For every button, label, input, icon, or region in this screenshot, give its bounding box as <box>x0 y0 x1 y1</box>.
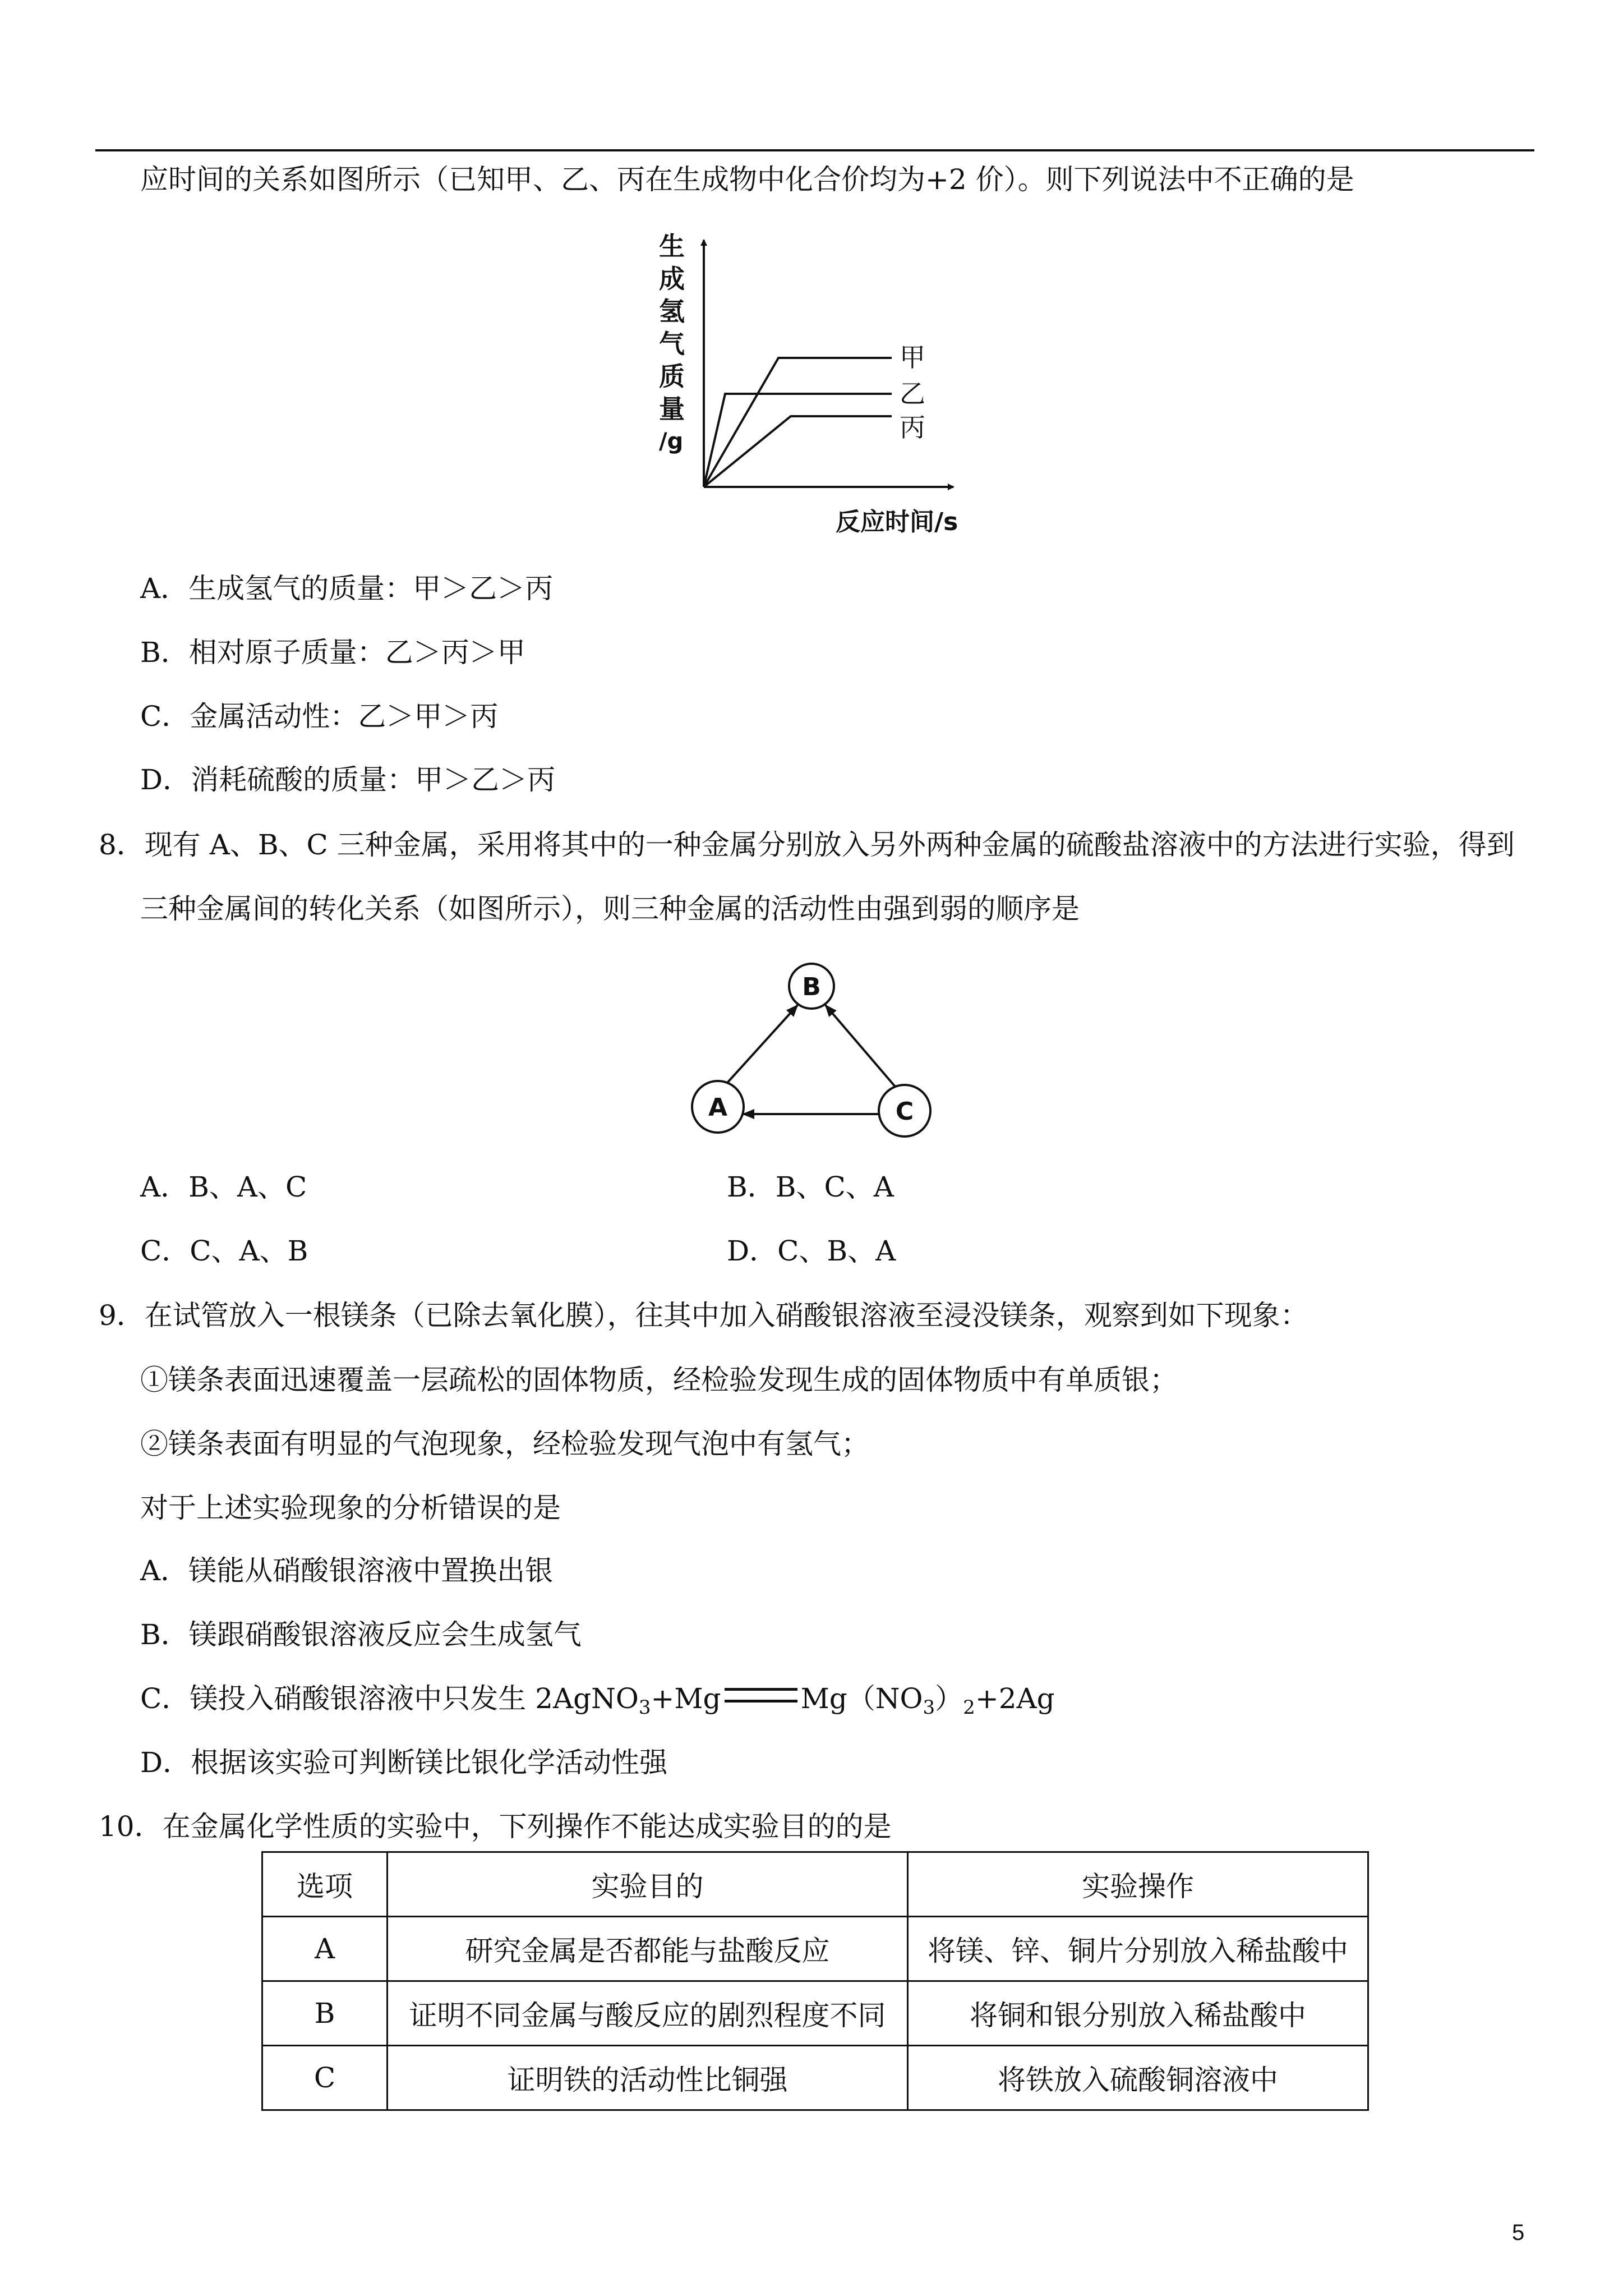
q10-stem: 10．在金属化学性质的实验中，下列操作不能达成实验目的的是 <box>99 1810 892 1843</box>
ylabel-char: 生 <box>659 231 685 261</box>
cell-operation: 将镁、锌、铜片分别放入稀盐酸中 <box>908 1917 1368 1981</box>
q8-option-a: A．B、A、C <box>140 1171 307 1203</box>
node-label-a: A <box>708 1093 728 1122</box>
hydrogen-mass-chart <box>606 224 998 550</box>
header-option: 选项 <box>262 1852 388 1917</box>
q9-observation-1: ①镁条表面迅速覆盖一层疏松的固体物质，经检验发现生成的固体物质中有单质银； <box>140 1364 1178 1396</box>
q9-option-a: A．镁能从硝酸银溶液中置换出银 <box>140 1554 554 1587</box>
cell-option: A <box>262 1917 388 1981</box>
q7-option-a: A．生成氢气的质量：甲＞乙＞丙 <box>140 572 554 605</box>
series-label-yi: 乙 <box>900 379 925 409</box>
series-label-bing: 丙 <box>900 412 925 443</box>
q7-stem-tail: 应时间的关系如图所示（已知甲、乙、丙在生成物中化合价均为+2 价）。则下列说法中不正确的是 <box>140 163 1354 196</box>
header-operation: 实验操作 <box>908 1852 1368 1917</box>
q8-stem-line2: 三种金属间的转化关系（如图所示），则三种金属的活动性由强到弱的顺序是 <box>140 892 1080 925</box>
q9-option-c-close: ） <box>935 1682 963 1715</box>
q8-option-b: B．B、C、A <box>727 1171 894 1203</box>
cell-purpose: 证明不同金属与酸反应的剧烈程度不同 <box>388 1981 908 2046</box>
q9-observation-2: ②镁条表面有明显的气泡现象，经检验发现气泡中有氢气； <box>140 1428 869 1460</box>
node-label-b: B <box>802 973 821 1001</box>
q9-prompt: 对于上述实验现象的分析错误的是 <box>140 1492 561 1524</box>
cell-purpose: 研究金属是否都能与盐酸反应 <box>388 1917 908 1981</box>
ylabel-char: 氢 <box>659 296 685 326</box>
series-label-jia: 甲 <box>900 342 925 372</box>
subscript: 3 <box>638 1696 651 1719</box>
q9-option-c-tail: +2Ag <box>975 1682 1055 1715</box>
header-purpose: 实验目的 <box>388 1852 908 1917</box>
q9-option-c-prefix: C．镁投入硝酸银溶液中只发生 2AgNO <box>140 1682 639 1715</box>
arrow-c-to-b <box>826 1005 896 1087</box>
q8-stem-line1: 8．现有 A、B、C 三种金属，采用将其中的一种金属分别放入另外两种金属的硫酸盐溶液中的方法进行实验，得到 <box>99 829 1515 861</box>
q10-table <box>261 1851 1369 2111</box>
equation-equals-sign <box>725 1688 797 1703</box>
series-line-jia <box>704 358 892 487</box>
q9-stem: 9．在试管放入一根镁条（已除去氧化膜），往其中加入硝酸银溶液至浸没镁条，观察到如下现象： <box>99 1299 1308 1332</box>
metal-conversion-diagram <box>673 948 965 1150</box>
table-row <box>262 1917 1368 1981</box>
subscript: 2 <box>963 1696 975 1719</box>
q9-option-b: B．镁跟硝酸银溶液反应会生成氢气 <box>140 1618 582 1651</box>
cell-purpose: 证明铁的活动性比铜强 <box>388 2046 908 2110</box>
q9-option-d: D．根据该实验可判断镁比银化学活动性强 <box>140 1746 668 1779</box>
ylabel-char: 质 <box>659 361 685 392</box>
table-row <box>262 1981 1368 2046</box>
ylabel-char: 量 <box>659 394 685 424</box>
q8-option-c: C．C、A、B <box>140 1235 308 1267</box>
arrow-a-to-b <box>727 1005 797 1083</box>
x-axis-label: 反应时间/s <box>836 508 958 536</box>
q7-option-c: C．金属活动性：乙＞甲＞丙 <box>140 700 499 733</box>
q8-option-d: D．C、B、A <box>727 1235 896 1267</box>
series-line-bing <box>704 416 892 487</box>
q7-option-b: B．相对原子质量：乙＞丙＞甲 <box>140 636 525 669</box>
subscript: 3 <box>923 1696 935 1719</box>
q9-option-c-mid: +Mg <box>651 1682 721 1715</box>
cell-operation: 将铁放入硫酸铜溶液中 <box>908 2046 1368 2110</box>
q9-option-c <box>140 1682 1055 1724</box>
node-label-c: C <box>895 1097 914 1126</box>
table-row <box>262 2046 1368 2110</box>
ylabel-char: 成 <box>659 264 685 294</box>
table-header-row <box>262 1852 1368 1917</box>
cell-option: C <box>262 2046 388 2110</box>
cell-option: B <box>262 1981 388 2046</box>
cell-operation: 将铜和银分别放入稀盐酸中 <box>908 1981 1368 2046</box>
ylabel-char: 气 <box>659 329 685 359</box>
q7-option-d: D．消耗硫酸的质量：甲＞乙＞丙 <box>140 763 556 796</box>
ylabel-char: /g <box>659 429 684 454</box>
q9-option-c-after: Mg（NO <box>800 1682 923 1715</box>
page-number: 5 <box>1512 2220 1525 2245</box>
header-rule <box>95 149 1534 151</box>
